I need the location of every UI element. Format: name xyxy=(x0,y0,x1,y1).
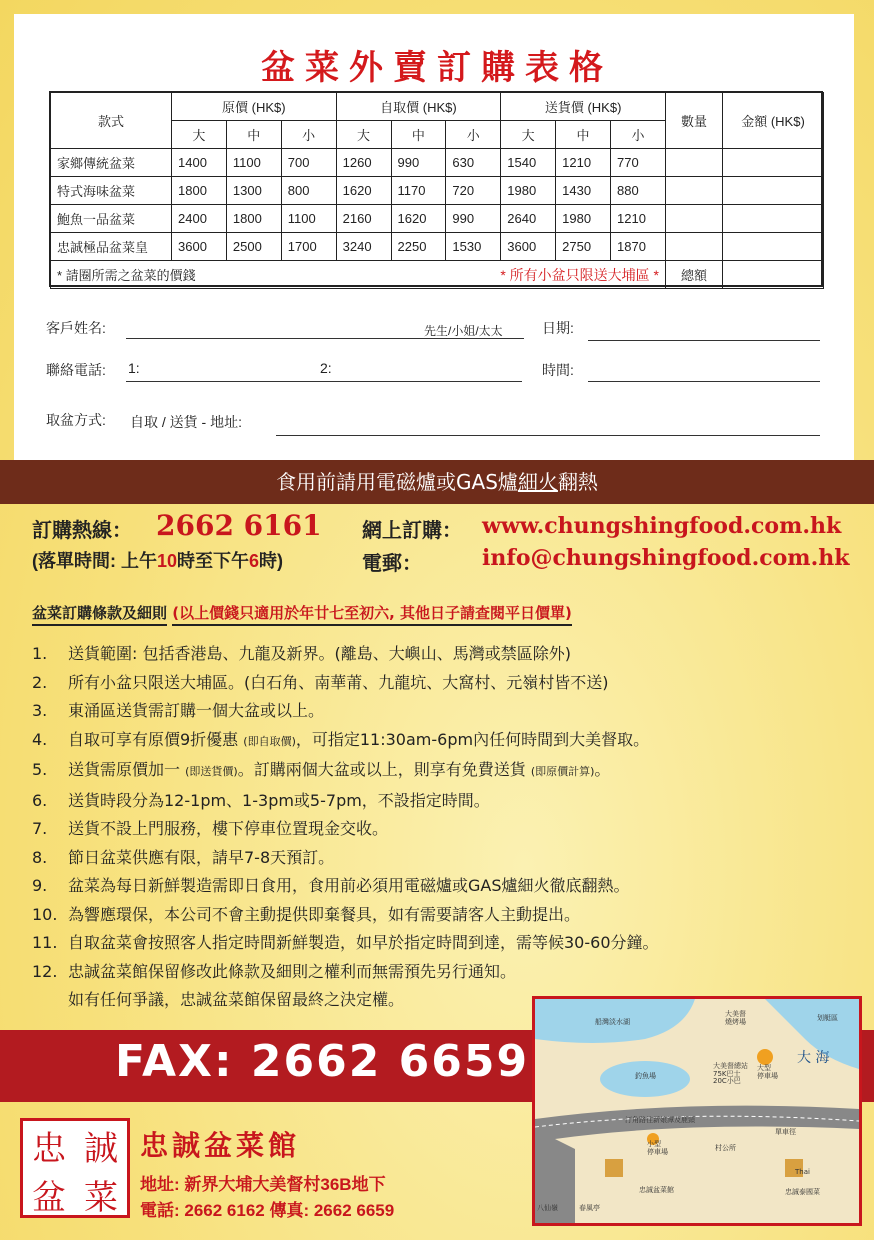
terms-number: 12. xyxy=(32,961,58,981)
qty-field[interactable] xyxy=(666,205,723,233)
time-field[interactable] xyxy=(588,381,820,382)
map-label: 大 海 xyxy=(797,1050,830,1066)
price-cell[interactable]: 1100 xyxy=(226,149,281,177)
qty-field[interactable] xyxy=(666,177,723,205)
method-label: 取盆方式: xyxy=(46,412,106,428)
price-cell[interactable]: 2160 xyxy=(336,205,391,233)
terms-number: 3. xyxy=(32,701,48,720)
map-label: 大美督總站 75K巴士 20C小巴 xyxy=(713,1062,748,1086)
terms-text: 所有小盆只限送大埔區。(白石角、南華莆、九龍坑、大窩村、元嶺村皆不送) xyxy=(68,672,609,692)
amount-field[interactable] xyxy=(723,177,824,205)
price-cell[interactable]: 2250 xyxy=(391,233,446,261)
terms-item xyxy=(32,929,852,958)
price-cell[interactable]: 720 xyxy=(446,177,501,205)
price-cell[interactable]: 1210 xyxy=(556,149,611,177)
price-cell[interactable]: 990 xyxy=(446,205,501,233)
hotline-label: 訂購熱線： xyxy=(32,520,132,542)
customer-name-label: 客戶姓名: xyxy=(46,320,106,336)
shop-phone: 電話: 2662 6162 傳真: 2662 6659 xyxy=(140,1201,395,1220)
reheat-banner xyxy=(0,460,874,504)
terms-text: 送貨不設上門服務，樓下停車位置現金交收。 xyxy=(68,819,389,838)
phone-field[interactable] xyxy=(126,381,522,382)
terms-text: 。 xyxy=(594,760,611,779)
time-label: 時間: xyxy=(542,362,574,378)
qty-field[interactable] xyxy=(666,149,723,177)
price-cell[interactable]: 1170 xyxy=(391,177,446,205)
price-cell[interactable]: 800 xyxy=(281,177,336,205)
address-field[interactable] xyxy=(276,435,820,436)
map-label: 小型 停車場 xyxy=(647,1140,668,1156)
shop-name: 忠誠盆菜館 xyxy=(140,1129,301,1162)
header-original: 原價 (HK$) xyxy=(172,93,337,121)
header-delivery: 送貨價 (HK$) xyxy=(501,93,666,121)
terms-note: (即送貨價) xyxy=(185,765,238,778)
price-cell[interactable]: 3600 xyxy=(501,233,556,261)
hours-pre: (落單時間: 上午 xyxy=(32,551,157,571)
hours-post: 時) xyxy=(259,551,284,571)
terms-number: 9. xyxy=(32,876,48,895)
map-label: 八仙嶺 xyxy=(537,1204,558,1212)
reheat-under: 細火 xyxy=(517,470,558,494)
hours-start: 10 xyxy=(157,551,178,571)
price-cell[interactable]: 1530 xyxy=(446,233,501,261)
terms-item xyxy=(32,726,852,757)
hours-mid: 時至下午 xyxy=(177,551,250,571)
terms-item xyxy=(32,844,852,873)
terms-number: 7. xyxy=(32,819,48,838)
reheat-pre: 食用前請用電磁爐或GAS爐 xyxy=(276,470,518,494)
price-cell[interactable]: 1540 xyxy=(501,149,556,177)
logo-char: 忠 xyxy=(32,1129,66,1169)
terms-number: 10. xyxy=(32,904,58,924)
terms-item xyxy=(32,901,852,930)
terms-item xyxy=(32,697,852,726)
amount-field[interactable] xyxy=(723,205,824,233)
hotline-number: 2662 6161 xyxy=(156,509,322,542)
size-small: 小 xyxy=(281,121,336,149)
price-cell[interactable]: 1800 xyxy=(226,205,281,233)
price-cell[interactable]: 1100 xyxy=(281,205,336,233)
terms-item xyxy=(32,872,852,901)
terms-number: 2. xyxy=(32,672,48,692)
map-label: 村公所 xyxy=(715,1144,736,1152)
terms-text: 自取可享有原價9折優惠 xyxy=(68,729,239,749)
size-medium: 中 xyxy=(556,121,611,149)
terms-list xyxy=(32,640,852,1015)
phone-label: 聯絡電話: xyxy=(46,362,106,378)
price-cell[interactable]: 1700 xyxy=(281,233,336,261)
dish-name: 家鄉傳統盆菜 xyxy=(51,149,172,177)
terms-number: 11. xyxy=(32,933,58,952)
shop-address: 地址: 新界大埔大美督村36B地下 xyxy=(140,1175,386,1194)
header-qty: 數量 xyxy=(666,93,723,149)
terms-text: ，可指定11:30am-6pm內任何時間到大美督取。 xyxy=(295,729,650,749)
title-suffix: 先生/小姐/太太 xyxy=(424,324,503,338)
header-amount: 金額 (HK$) xyxy=(723,93,824,149)
terms-text: 為響應環保，本公司不會主動提供即棄餐具，如有需要請客人主動提出。 xyxy=(68,904,581,924)
terms-text: 節日盆菜供應有限，請早7-8天預訂。 xyxy=(68,847,335,867)
circle-price-note: * 請圈所需之盆菜的價錢 xyxy=(51,261,337,289)
order-hours xyxy=(32,547,283,573)
small-pot-delivery-note: * 所有小盆只限送大埔區 * xyxy=(336,261,665,289)
header-style: 款式 xyxy=(51,93,172,149)
price-cell[interactable]: 2500 xyxy=(226,233,281,261)
terms-item xyxy=(32,958,852,987)
terms-note: (即自取價) xyxy=(243,734,296,748)
terms-title: 盆菜訂購條款及細則 xyxy=(32,604,167,626)
phone-1-label: 1: xyxy=(128,360,140,376)
price-row xyxy=(51,205,824,233)
map-label: 船灣淡水湖 xyxy=(595,1018,630,1026)
terms-text: 。訂購兩個大盆或以上，則享有免費送貨 xyxy=(237,760,526,779)
price-cell[interactable]: 1980 xyxy=(556,205,611,233)
phone-2-label: 2: xyxy=(320,360,332,376)
price-cell[interactable]: 2400 xyxy=(172,205,227,233)
terms-text: 送貨需原價加一 xyxy=(68,760,181,779)
form-title: 盆菜外賣訂購表格 xyxy=(261,48,613,88)
price-cell[interactable]: 2640 xyxy=(501,205,556,233)
total-label: 總額 xyxy=(666,261,723,289)
dish-name: 鮑魚一品盆菜 xyxy=(51,205,172,233)
terms-number: 5. xyxy=(32,760,48,779)
email-link[interactable]: info@chungshingfood.com.hk xyxy=(482,545,850,571)
map-label: 單車徑 xyxy=(775,1128,796,1136)
terms-number: 8. xyxy=(32,847,48,867)
amount-field[interactable] xyxy=(723,233,824,261)
price-cell[interactable]: 1980 xyxy=(501,177,556,205)
terms-number: 6. xyxy=(32,790,48,810)
terms-text: 盆菜為每日新鮮製造需即日食用，食用前必須用電磁爐或GAS爐細火徹底翻熱。 xyxy=(68,876,630,895)
price-row xyxy=(51,177,824,205)
size-small: 小 xyxy=(611,121,666,149)
hours-end: 6 xyxy=(249,551,260,571)
price-cell[interactable]: 1870 xyxy=(611,233,666,261)
date-label: 日期: xyxy=(542,320,574,336)
size-small: 小 xyxy=(446,121,501,149)
amount-field[interactable] xyxy=(723,149,824,177)
terms-item xyxy=(32,640,852,669)
price-row xyxy=(51,149,824,177)
price-cell[interactable]: 630 xyxy=(446,149,501,177)
terms-heading xyxy=(32,602,572,623)
fax-number: FAX: 2662 6659 xyxy=(115,1036,530,1087)
website-link[interactable]: www.chungshingfood.com.hk xyxy=(482,513,842,539)
dish-name: 忠誠極品盆菜皇 xyxy=(51,233,172,261)
online-label: 網上訂購： xyxy=(362,520,462,542)
terms-heading-note: (以上價錢只適用於年廿七至初六, 其他日子請查閱平日價單) xyxy=(172,604,572,626)
price-row xyxy=(51,233,824,261)
price-cell[interactable]: 1800 xyxy=(172,177,227,205)
terms-text: 送貨範圍: 包括香港島、九龍及新界。(離島、大嶼山、馬灣或禁區除外) xyxy=(68,644,571,663)
terms-item xyxy=(32,787,852,816)
map-label: 大美督 燒烤場 xyxy=(725,1010,746,1026)
terms-number: 4. xyxy=(32,729,48,749)
price-cell[interactable]: 1620 xyxy=(336,177,391,205)
terms-item xyxy=(32,669,852,698)
terms-item xyxy=(32,756,852,787)
map-label: Thai xyxy=(795,1168,810,1176)
reheat-post: 翻熱 xyxy=(557,470,598,494)
terms-note: (即原價計算) xyxy=(530,765,595,778)
size-large: 大 xyxy=(172,121,227,149)
email-label: 電郵： xyxy=(362,553,422,575)
map-label: 汀角路往新娘潭及鹿頸 xyxy=(625,1116,695,1124)
price-cell[interactable]: 880 xyxy=(611,177,666,205)
terms-text: 自取盆菜會按照客人指定時間新鮮製造，如早於指定時間到達，需等候30-60分鐘。 xyxy=(68,933,659,952)
price-cell[interactable]: 990 xyxy=(391,149,446,177)
price-cell[interactable]: 1300 xyxy=(226,177,281,205)
terms-item xyxy=(32,815,852,844)
map-label: 忠誠盆菜館 xyxy=(639,1186,674,1194)
size-medium: 中 xyxy=(226,121,281,149)
price-cell[interactable]: 2750 xyxy=(556,233,611,261)
terms-text: 如有任何爭議，忠誠盆菜館保留最終之決定權。 xyxy=(68,990,405,1009)
shop-logo xyxy=(20,1118,130,1218)
price-cell[interactable]: 1400 xyxy=(172,149,227,177)
dish-name: 特式海味盆菜 xyxy=(51,177,172,205)
method-value: 自取 / 送貨 - 地址: xyxy=(130,414,242,430)
price-cell[interactable]: 1620 xyxy=(391,205,446,233)
price-cell[interactable]: 3240 xyxy=(336,233,391,261)
logo-char: 菜 xyxy=(84,1178,118,1218)
size-medium: 中 xyxy=(391,121,446,149)
price-cell[interactable]: 1260 xyxy=(336,149,391,177)
price-cell[interactable]: 1430 xyxy=(556,177,611,205)
total-field[interactable] xyxy=(723,261,824,289)
map-label: 大型 停車場 xyxy=(757,1064,778,1080)
terms-text: 送貨時段分為12-1pm、1-3pm或5-7pm，不設指定時間。 xyxy=(68,790,490,810)
terms-number: 1. xyxy=(32,644,48,663)
map-label: 釣魚場 xyxy=(635,1072,656,1080)
terms-text: 忠誠盆菜館保留修改此條款及細則之權利而無需預先另行通知。 xyxy=(68,961,517,981)
location-map xyxy=(532,996,862,1226)
price-cell[interactable]: 1210 xyxy=(611,205,666,233)
map-label: 春風亭 xyxy=(579,1204,600,1212)
price-cell[interactable]: 3600 xyxy=(172,233,227,261)
header-pickup: 自取價 (HK$) xyxy=(336,93,501,121)
price-cell[interactable]: 700 xyxy=(281,149,336,177)
qty-field[interactable] xyxy=(666,233,723,261)
size-large: 大 xyxy=(501,121,556,149)
logo-char: 誠 xyxy=(84,1129,118,1169)
price-cell[interactable]: 770 xyxy=(611,149,666,177)
logo-char: 盆 xyxy=(32,1178,66,1218)
map-label: 忠誠泰國菜 xyxy=(785,1188,820,1196)
map-label: 划艇區 xyxy=(817,1014,838,1022)
price-table xyxy=(50,92,824,289)
terms-text: 東涌區送貨需訂購一個大盆或以上。 xyxy=(68,701,325,720)
date-field[interactable] xyxy=(588,340,820,341)
size-large: 大 xyxy=(336,121,391,149)
